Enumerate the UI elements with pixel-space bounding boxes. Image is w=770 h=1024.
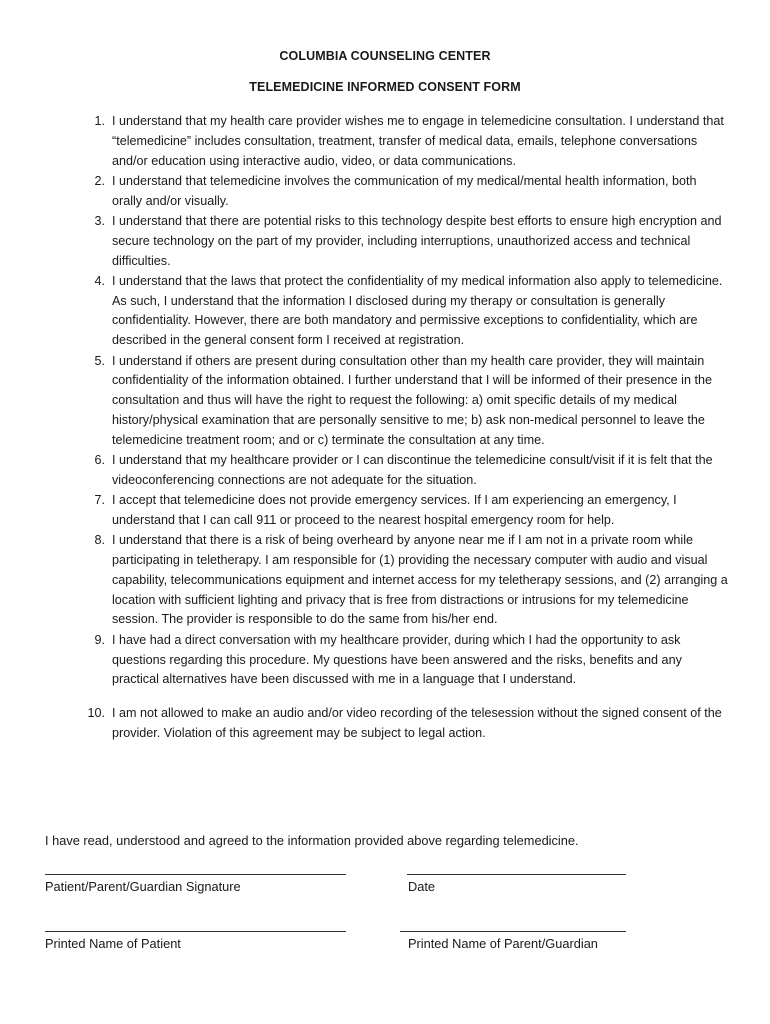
consent-item	[0, 704, 770, 744]
item-text: I understand that the laws that protect the confidentiality of my medical information also apply to telemedicine. As such, I understand that the information I disclosed during my therapy or consultation is generally confidentiality. However, there are both mandatory and permissive exceptions to confidentiality, which are described in the general consent form I received at registration.	[112, 273, 723, 348]
item-text: I understand if others are present during consultation other than my health care provider, they will maintain confidentiality of the information obtained. I further understand that I will be informed of their presence in the consultation and thus will have the right to request the following: a) omit specific details of my medical history/physical examination that are personally sensitive to me; b) ask non-medical personnel to leave the telemedicine treatment room; and or c) terminate the consultation at any time.	[112, 353, 712, 447]
item-number: 2.	[94, 173, 105, 188]
patient-signature-line[interactable]	[45, 874, 346, 875]
consent-item	[0, 172, 770, 212]
printed-guardian-name-label: Printed Name of Parent/Guardian	[408, 936, 598, 951]
patient-signature-label: Patient/Parent/Guardian Signature	[45, 879, 241, 894]
printed-guardian-name-line[interactable]	[400, 931, 626, 932]
item-text: I understand that my healthcare provider or I can discontinue the telemedicine consult/visit if it is felt that the videoconferencing connections are not adequate for the situation.	[112, 453, 713, 487]
form-title: TELEMEDICINE INFORMED CONSENT FORM	[249, 80, 521, 94]
item-text: I understand that there are potential risks to this technology despite best efforts to ensure high encryption and secure technology on the part of my provider, including interruptions, unauthorized access and technical difficulties.	[112, 213, 722, 268]
item-number: 10.	[87, 706, 105, 721]
consent-items-list	[0, 112, 770, 744]
consent-item	[0, 491, 770, 531]
consent-item	[0, 631, 770, 690]
date-line[interactable]	[407, 874, 626, 875]
printed-patient-name-line[interactable]	[45, 931, 346, 932]
item-number: 5.	[94, 353, 105, 368]
item-text: I accept that telemedicine does not provide emergency services. If I am experiencing an emergency, I understand that I can call 911 or proceed to the nearest hospital emergency room for help.	[112, 493, 677, 527]
consent-item	[0, 272, 770, 351]
item-text: I understand that telemedicine involves the communication of my medical/mental health information, both orally and/or visually.	[112, 173, 697, 208]
consent-item	[0, 531, 770, 630]
item-number: 3.	[94, 213, 105, 228]
item-text: I have had a direct conversation with my healthcare provider, during which I had the opportunity to ask questions regarding this procedure. My questions have been answered and the risks, benefits and any practical alternatives have been discussed with me in a language that I understand.	[112, 632, 682, 687]
org-title: COLUMBIA COUNSELING CENTER	[279, 49, 491, 63]
consent-item	[0, 212, 770, 271]
item-number: 4.	[94, 273, 105, 288]
item-number: 9.	[94, 632, 105, 647]
item-text: I understand that there is a risk of being overheard by anyone near me if I am not in a private room while participating in teletherapy. I am responsible for (1) providing the necessary computer with audio and visual capability, telecommunications equipment and internet access for my teletherapy sessions, and (2) arranging a location with sufficient lighting and privacy that is free from distractions or intrusions for my telemedicine session. The provider is responsible to do the same from his/her end.	[112, 533, 728, 627]
item-text: I understand that my health care provider wishes me to engage in telemedicine consultation. I understand that “telemedicine” includes consultation, treatment, transfer of medical data, emails, telephone conversations and/or education using interactive audio, video, or data communications.	[112, 114, 724, 168]
item-number: 6.	[94, 453, 105, 468]
item-text: I am not allowed to make an audio and/or video recording of the telesession without the signed consent of the provider. Violation of this agreement may be subject to legal action.	[112, 706, 722, 740]
consent-item	[0, 451, 770, 491]
item-number: 7.	[94, 493, 105, 508]
consent-item	[0, 352, 770, 451]
printed-patient-name-label: Printed Name of Patient	[45, 936, 181, 951]
date-label: Date	[408, 879, 436, 894]
acknowledgement-statement: I have read, understood and agreed to the information provided above regarding telemedicine.	[45, 833, 579, 848]
item-number: 8.	[94, 533, 105, 548]
consent-item	[0, 112, 770, 171]
item-number: 1.	[94, 114, 105, 128]
